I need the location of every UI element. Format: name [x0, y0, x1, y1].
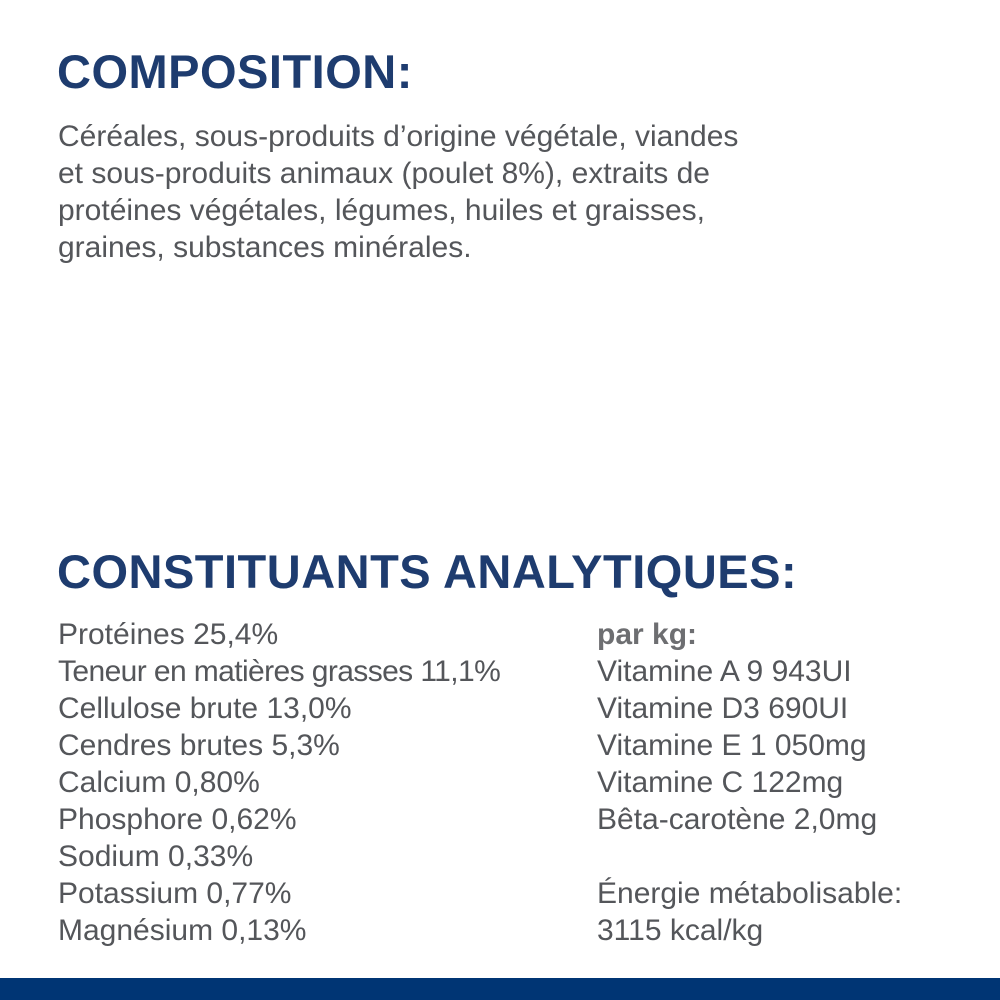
composition-paragraph — [58, 118, 738, 266]
analytics-item: Potassium 0,77% — [58, 877, 292, 910]
analytics-item: Phosphore 0,62% — [58, 803, 297, 836]
analytics-item: Protéines 25,4% — [58, 618, 279, 651]
composition-line: Céréales, sous-produits d’origine végétale, viandes — [58, 120, 739, 153]
composition-heading: COMPOSITION: — [57, 45, 413, 98]
analytics-item: Teneur en matières grasses 11,1% — [58, 655, 501, 688]
analytics-right-column — [597, 616, 942, 949]
vitamin-item: Vitamine A 9 943UI — [597, 655, 852, 688]
analytical-constituents-table — [58, 616, 942, 949]
composition-line: graines, substances minérales. — [58, 231, 472, 264]
vitamin-item: Vitamine D3 690UI — [597, 692, 849, 725]
analytics-item: Cellulose brute 13,0% — [58, 692, 352, 725]
analytical-constituents-heading: CONSTITUANTS ANALYTIQUES: — [57, 545, 798, 598]
analytics-item: Cendres brutes 5,3% — [58, 729, 340, 762]
composition-line: protéines végétales, légumes, huiles et graisses, — [58, 194, 706, 227]
analytics-item: Calcium 0,80% — [58, 766, 260, 799]
footer-bar — [0, 978, 1000, 1000]
vitamin-item: Vitamine E 1 050mg — [597, 729, 867, 762]
metabolisable-energy-value: 3115 kcal/kg — [597, 914, 764, 947]
vitamin-item: Bêta-carotène 2,0mg — [597, 803, 878, 836]
composition-line: et sous-produits animaux (poulet 8%), extraits de — [58, 157, 710, 190]
per-kg-header: par kg: — [597, 618, 698, 651]
metabolisable-energy-label: Énergie métabolisable: — [597, 877, 903, 910]
analytics-item: Magnésium 0,13% — [58, 914, 307, 947]
row-spacer — [597, 838, 942, 875]
analytics-left-column — [58, 616, 597, 949]
vitamin-item: Vitamine C 122mg — [597, 766, 844, 799]
analytics-item: Sodium 0,33% — [58, 840, 254, 873]
